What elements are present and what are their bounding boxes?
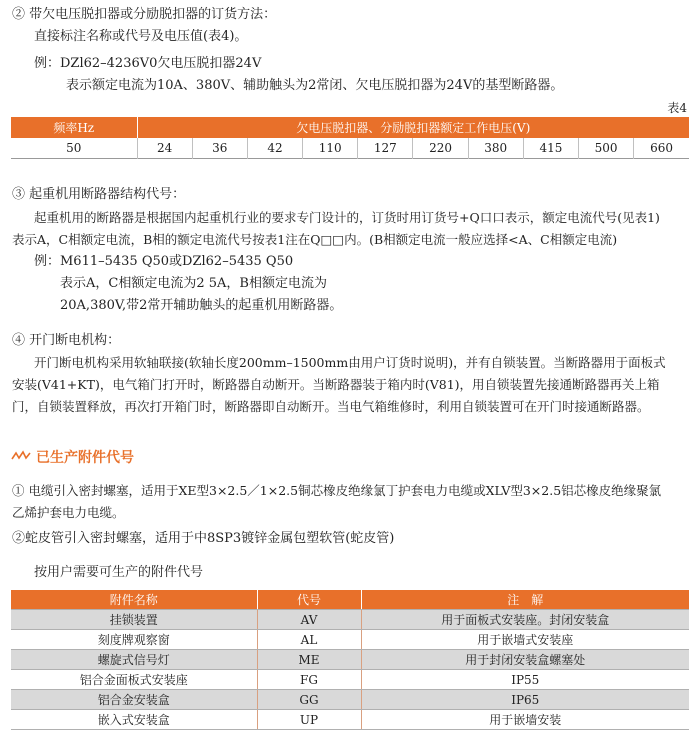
wave-decoration-icon [11,450,33,462]
voltage-value: 500 [579,138,634,159]
voltage-value: 36 [192,138,247,159]
section2-heading: ② 带欠电压脱扣器或分励脱扣器的订货方法： [12,7,277,22]
table-row [11,670,689,690]
section3-paragraph-line: 起重机用的断路器是根据国内起重机行业的要求专门设计的，订货时用订货号+Q口口表示，额定电流代号(见表1) [34,210,660,225]
accessory-note: 用于嵌墙式安装座 [361,630,689,650]
table-row [11,650,689,670]
accessory-note: IP65 [361,690,689,710]
voltage-value: 110 [303,138,358,159]
section2-example: 例：DZl62–4236V0欠电压脱扣器24V [34,56,262,71]
section3-example: 例：M611–5435 Q50或DZl62–5435 Q50 [34,254,294,269]
section3-paragraph-line: 表示A，C相额定电流，B相的额定电流代号按表1注在Q□□内。(B相额定电流一般应选择<A、C相额定电流) [12,232,618,247]
accessory-name: 嵌入式安装盒 [11,710,257,730]
voltage-value: 42 [247,138,302,159]
accessory-name: 铝合金安装盒 [11,690,257,710]
section3-explain-line: 表示A，C相额定电流为2 5A，B相额定电流为 [60,276,327,291]
voltage-value: 660 [634,138,689,159]
accessory-name: 刻度牌观察窗 [11,630,257,650]
col-code-header: 代号 [257,590,361,610]
accessory-item-2: ②蛇皮管引入密封螺塞，适用于中8SP3镀锌金属包塑软管(蛇皮管) [12,531,395,546]
accessory-code: AL [257,630,361,650]
accessories-table [11,590,689,730]
accessories-note: 按用户需要可生产的附件代号 [34,565,204,580]
frequency-value: 50 [66,141,82,155]
table-row [11,690,689,710]
voltage-value: 127 [358,138,413,159]
section4-paragraph-line: 开门断电机构采用软轴联接(软轴长度200mm–1500mm由用户订货时说明)，并有自锁装置。当断路器用于面板式 [34,355,666,370]
table4-caption: 表4 [667,101,687,115]
section2-line: 直接标注名称或代号及电压值(表4)。 [34,29,248,44]
table-row [11,610,689,630]
accessory-note: 用于面板式安装座。封闭安装盒 [361,610,689,630]
section4-paragraph-line: 安装(V41+KT)，电气箱门打开时，断路器自动断开。当断路器装于箱内时(V81)，用自锁装置先接通断路器再关上箱 [12,377,660,392]
table-row [11,630,689,650]
accessory-code: ME [257,650,361,670]
accessory-item-1-line: ① 电缆引入密封螺塞，适用于XE型3×2.5／1×2.5铜芯橡皮绝缘氯丁护套电力电缆或XLV型3×2.5铝芯橡皮绝缘聚氯 [12,483,662,498]
accessory-name: 挂锁装置 [11,610,257,630]
section4-heading: ④ 开门断电机构： [12,333,121,348]
accessory-code: AV [257,610,361,630]
col-voltage-header: 欠电压脱扣器、分励脱扣器额定工作电压(V) [137,117,689,138]
accessory-code: UP [257,710,361,730]
section2-explain: 表示额定电流为10A、380V、辅助触头为2常闭、欠电压脱扣器为24V的基型断路器。 [66,78,564,93]
accessory-name: 铝合金面板式安装座 [11,670,257,690]
voltage-value: 380 [468,138,523,159]
accessory-note: IP55 [361,670,689,690]
voltage-value: 220 [413,138,468,159]
voltage-value: 415 [523,138,578,159]
voltage-table [11,117,689,159]
section4-paragraph-line: 门，自锁装置释放，再次打开箱门时，断路器即自动断开。当电气箱维修时，利用自锁装置可在开门时接通断路器。 [12,399,650,414]
accessory-name: 螺旋式信号灯 [11,650,257,670]
col-name-header: 附件名称 [11,590,257,610]
col-note-header: 注 解 [361,590,689,610]
section3-heading: ③ 起重机用断路器结构代号： [12,187,186,202]
table-row [11,138,689,159]
accessory-note: 用于嵌墙安装 [361,710,689,730]
col-frequency-header: 频率Hz [11,117,137,138]
table-row [11,710,689,730]
accessories-table-header [11,590,689,610]
accessory-note: 用于封闭安装盒螺塞处 [361,650,689,670]
accessories-title: 已生产附件代号 [36,450,134,466]
voltage-value: 24 [137,138,192,159]
voltage-table-header [11,117,689,138]
accessory-code: FG [257,670,361,690]
section3-explain-line: 20A,380V,带2常开辅助触头的起重机用断路器。 [60,298,343,313]
accessory-item-1-line: 乙烯护套电力电缆。 [12,505,125,520]
accessory-code: GG [257,690,361,710]
